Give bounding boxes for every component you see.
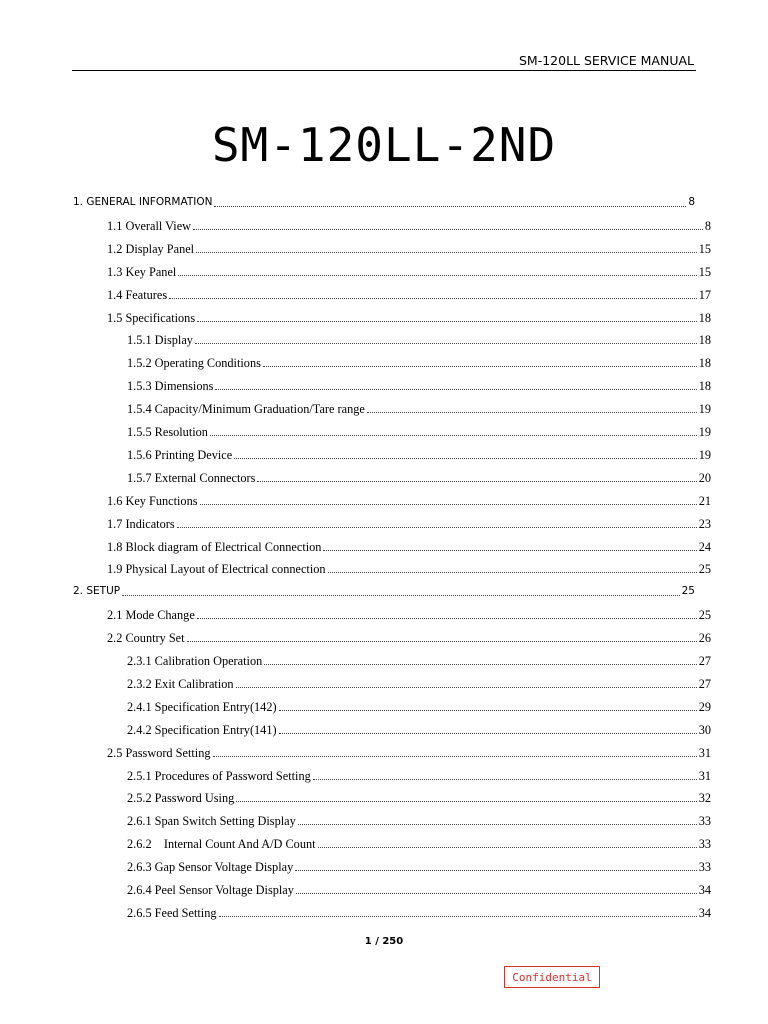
toc-leader-dots (367, 403, 697, 413)
toc-leader-dots (279, 701, 697, 711)
toc-leader-dots (234, 449, 697, 459)
toc-entry-title: 2.6.2 Internal Count And A/D Count (127, 837, 316, 852)
toc-entry-title: 1.5.1 Display (127, 333, 193, 348)
toc-entry-title: 1.5.6 Printing Device (127, 447, 233, 462)
toc-entry[interactable] (107, 311, 711, 333)
toc-entry-title: 2.2 Country Set (107, 631, 185, 646)
toc-leader-dots (236, 792, 696, 802)
toc-entry-page: 25 (698, 562, 711, 577)
toc-entry-page: 34 (698, 905, 711, 920)
toc-entry[interactable] (127, 333, 711, 355)
toc-entry[interactable] (107, 219, 711, 241)
toc-entry-page: 8 (704, 218, 711, 233)
toc-entry[interactable] (107, 265, 711, 287)
toc-leader-dots (169, 289, 697, 299)
toc-entry-title: 2. SETUP (73, 585, 121, 598)
toc-entry[interactable] (127, 837, 711, 859)
toc-leader-dots (298, 815, 697, 825)
toc-entry[interactable] (127, 471, 711, 493)
toc-entry-page: 21 (698, 493, 711, 508)
toc-leader-dots (257, 472, 696, 482)
toc-entry[interactable] (107, 288, 711, 310)
toc-entry-page: 18 (698, 356, 711, 371)
toc-entry[interactable] (107, 631, 711, 653)
toc-entry-page: 31 (698, 745, 711, 760)
toc-entry[interactable] (127, 700, 711, 722)
toc-entry[interactable] (107, 242, 711, 264)
toc-entry-title: 1.5.5 Resolution (127, 425, 208, 439)
toc-entry-title: 1.7 Indicators (107, 516, 175, 531)
toc-entry-title: 1.6 Key Functions (107, 493, 198, 508)
toc-leader-dots (214, 197, 686, 207)
document-title: SM-120LL-2ND (211, 118, 557, 172)
toc-entry-title: 1.3 Key Panel (107, 264, 177, 279)
toc-entry-title: 1.8 Block diagram of Electrical Connection (107, 539, 322, 554)
toc-entry[interactable] (127, 402, 711, 424)
toc-leader-dots (210, 426, 697, 436)
toc-leader-dots (328, 563, 697, 573)
toc-entry-title: 2.6.1 Span Switch Setting Display (127, 814, 296, 829)
toc-entry[interactable] (73, 196, 695, 218)
toc-entry-title: 2.5.1 Procedures of Password Setting (127, 768, 311, 783)
toc-entry[interactable] (127, 356, 711, 378)
toc-entry-page: 27 (698, 654, 711, 668)
toc-entry-page: 19 (698, 447, 711, 462)
toc-entry-title: 2.4.2 Specification Entry(141) (127, 722, 277, 737)
toc-entry[interactable] (127, 654, 711, 676)
page-number: 1 / 250 (364, 936, 404, 947)
toc-leader-dots (295, 861, 696, 871)
toc-leader-dots (213, 747, 697, 757)
toc-entry-page: 18 (698, 379, 711, 394)
toc-entry-title: 2.6.3 Gap Sensor Voltage Display (127, 860, 294, 875)
toc-entry[interactable] (127, 883, 711, 905)
toc-leader-dots (263, 357, 697, 367)
toc-leader-dots (264, 655, 696, 665)
toc-entry[interactable] (107, 746, 711, 768)
toc-entry-page: 33 (698, 860, 711, 875)
toc-entry[interactable] (127, 425, 711, 447)
toc-entry-page: 20 (698, 470, 711, 485)
toc-leader-dots (236, 678, 697, 688)
toc-leader-dots (296, 884, 697, 894)
toc-entry-page: 25 (698, 608, 711, 623)
toc-entry-page: 15 (698, 241, 711, 256)
toc-entry-title: 1.2 Display Panel (107, 241, 195, 256)
toc-leader-dots (279, 724, 697, 734)
toc-entry-title: 1.4 Features (107, 287, 168, 302)
toc-entry-page: 27 (698, 676, 711, 691)
toc-entry-title: 1.5.3 Dimensions (127, 379, 214, 394)
toc-entry-title: 2.3.1 Calibration Operation (127, 654, 263, 668)
toc-entry-page: 19 (698, 425, 711, 439)
toc-entry-page: 24 (698, 539, 711, 554)
toc-leader-dots (200, 495, 697, 505)
toc-entry[interactable] (127, 448, 711, 470)
toc-entry-page: 33 (698, 814, 711, 829)
toc-entry-page: 17 (698, 287, 711, 302)
toc-entry-page: 19 (698, 402, 711, 417)
toc-leader-dots (197, 609, 697, 619)
toc-entry-page: 29 (698, 699, 711, 714)
toc-leader-dots (215, 380, 696, 390)
toc-leader-dots (195, 334, 697, 344)
toc-entry[interactable] (107, 494, 711, 516)
toc-leader-dots (122, 586, 680, 596)
toc-entry-title: 1.5.7 External Connectors (127, 470, 256, 485)
toc-leader-dots (177, 518, 697, 528)
toc-entry[interactable] (107, 562, 711, 584)
toc-leader-dots (323, 541, 696, 551)
toc-entry-title: 2.5.2 Password Using (127, 791, 235, 806)
toc-leader-dots (193, 220, 703, 230)
toc-entry-title: 1.5.2 Operating Conditions (127, 356, 261, 371)
toc-entry-title: 2.1 Mode Change (107, 608, 195, 623)
toc-entry-page: 15 (698, 264, 711, 279)
toc-entry[interactable] (73, 585, 695, 607)
toc-entry-page: 31 (698, 768, 711, 783)
toc-entry[interactable] (127, 814, 711, 836)
toc-entry[interactable] (127, 906, 711, 928)
toc-entry[interactable] (127, 379, 711, 401)
toc-entry[interactable] (107, 540, 711, 562)
running-header (72, 52, 696, 71)
toc-entry-page: 8 (688, 196, 695, 208)
toc-entry-page: 25 (681, 585, 695, 598)
toc-leader-dots (219, 907, 697, 917)
header-title: SM-120LL SERVICE MANUAL (518, 53, 694, 68)
toc-entry-title: 1.5.4 Capacity/Minimum Graduation/Tare range (127, 402, 365, 417)
confidential-stamp: Confidential (504, 966, 600, 988)
toc-entry-page: 18 (698, 333, 711, 348)
toc-entry[interactable] (107, 608, 711, 630)
toc-entry[interactable] (127, 723, 711, 745)
toc-entry-title: 2.5 Password Setting (107, 745, 211, 760)
toc-entry[interactable] (127, 769, 711, 791)
toc-leader-dots (178, 266, 696, 276)
toc-entry-page: 26 (698, 631, 711, 646)
toc-leader-dots (197, 312, 697, 322)
toc-entry-page: 23 (698, 516, 711, 531)
toc-entry-title: 1.9 Physical Layout of Electrical connection (107, 562, 326, 577)
toc-entry-title: 2.6.4 Peel Sensor Voltage Display (127, 883, 294, 897)
toc-leader-dots (313, 770, 697, 780)
toc-entry[interactable] (127, 791, 711, 813)
toc-entry[interactable] (127, 860, 711, 882)
toc-entry-title: 1. GENERAL INFORMATION (73, 196, 213, 208)
toc-entry[interactable] (107, 517, 711, 539)
toc-entry-page: 18 (698, 310, 711, 325)
toc-entry-title: 2.3.2 Exit Calibration (127, 676, 234, 691)
toc-entry-title: 2.4.1 Specification Entry(142) (127, 699, 277, 714)
toc-leader-dots (187, 632, 697, 642)
toc-entry[interactable] (127, 677, 711, 699)
toc-leader-dots (196, 243, 697, 253)
toc-entry-page: 32 (698, 791, 711, 806)
toc-leader-dots (318, 838, 697, 848)
toc-entry-title: 2.6.5 Feed Setting (127, 905, 217, 920)
toc-entry-page: 30 (698, 722, 711, 737)
toc-entry-page: 33 (698, 837, 711, 852)
toc-entry-title: 1.5 Specifications (107, 310, 196, 325)
toc-entry-title: 1.1 Overall View (107, 218, 192, 233)
toc-entry-page: 34 (698, 883, 711, 897)
